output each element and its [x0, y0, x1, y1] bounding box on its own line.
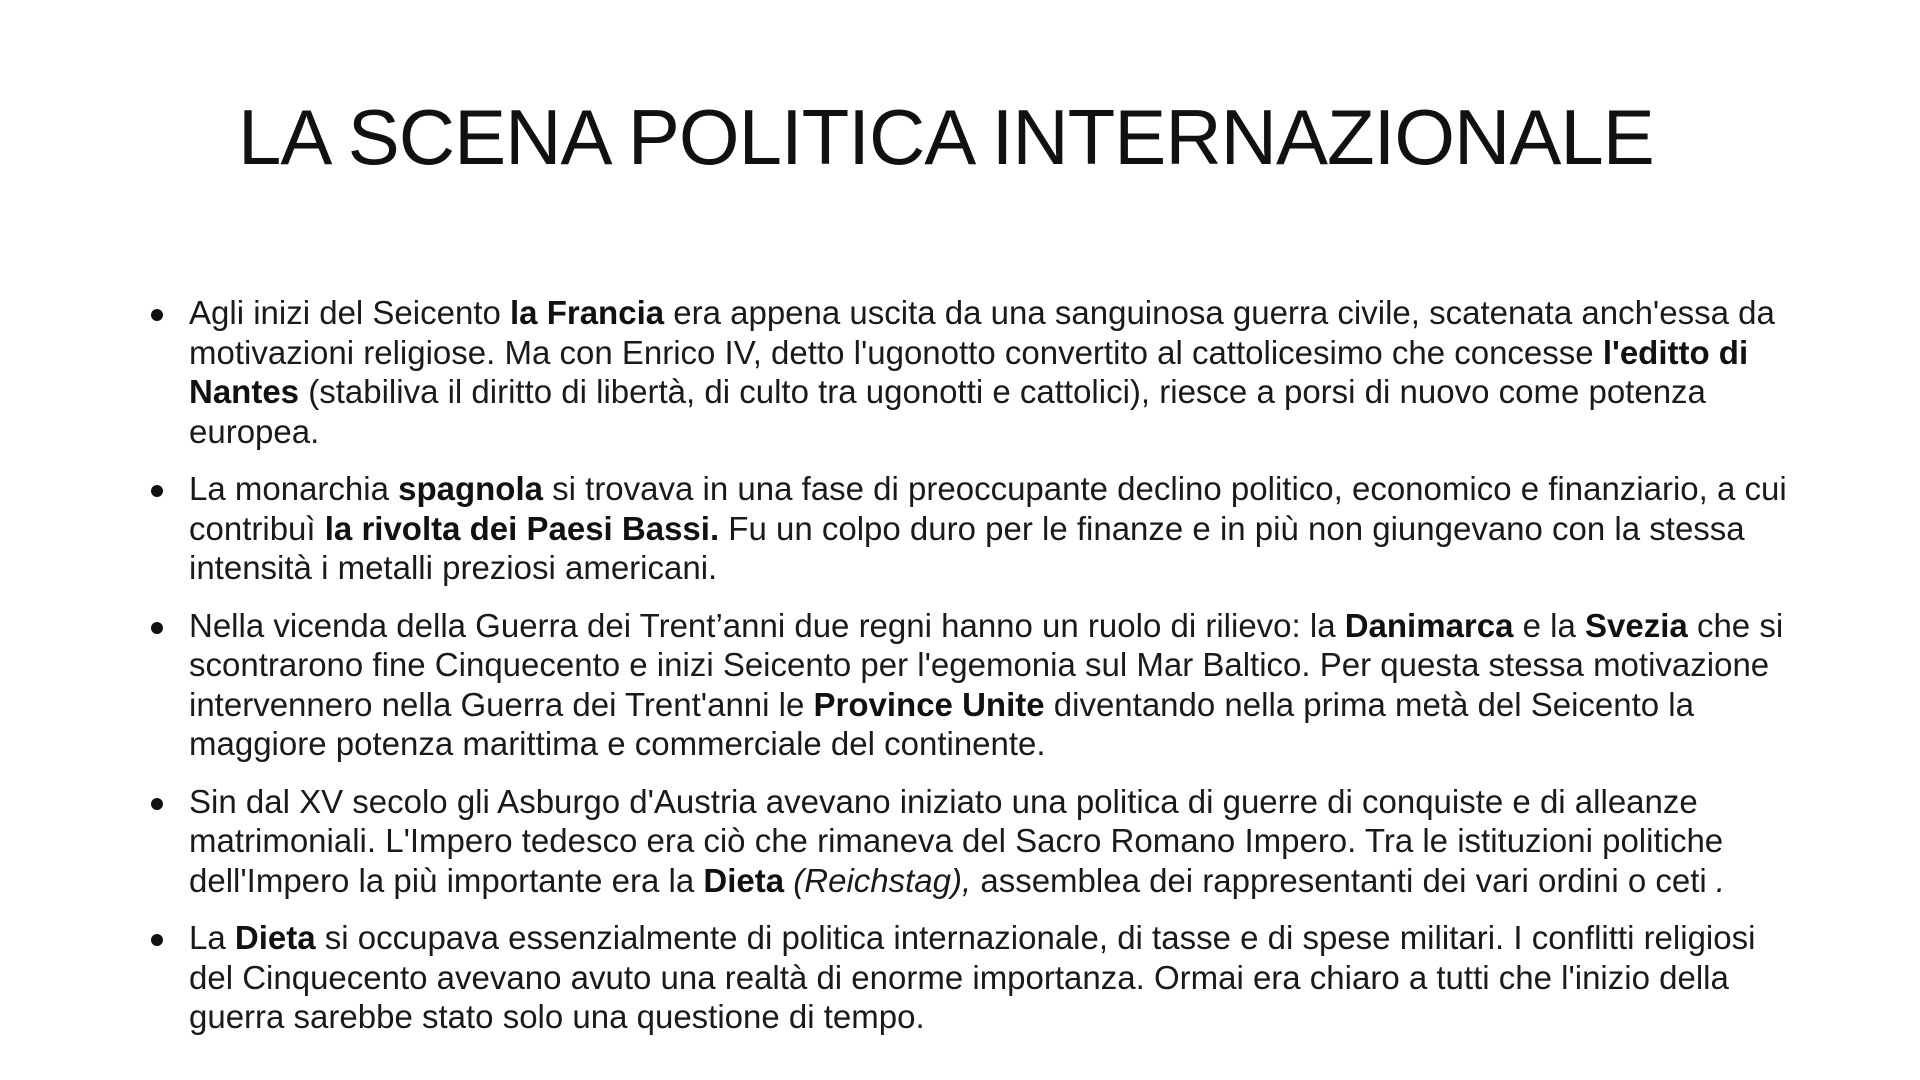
bullet-bold-text: la rivolta dei Paesi Bassi.: [324, 509, 720, 547]
bullet-text: Agli inizi del Seicento: [189, 294, 511, 331]
bullet-bold-text: l'editto di Nantes: [189, 333, 1749, 410]
bullet-bold-text: Danimarca: [1344, 606, 1514, 644]
bullet-text: [784, 862, 793, 899]
bullet-text: Sin dal XV secolo gli Asburgo d'Austria avevano iniziato una politica di guerre di conquiste e di alleanze matrimoniali. L'Impero tedesco era ciò che rimaneva del Sacro Romano Impero. Tra le istituzioni politiche dell'Impero la più importante era la: [189, 782, 1724, 899]
bullet-bold-text: la Francia: [510, 294, 665, 331]
bullet-dot-icon: [151, 622, 163, 634]
bullet-dot-icon: [151, 485, 163, 497]
bullet-item-thirty-years-war: [145, 606, 1790, 764]
bullet-text: Fu un colpo duro per le finanze e in più non giungevano con la stessa intensità i metalli preziosi americani.: [189, 509, 1745, 586]
bullet-bold-text: Province Unite: [813, 685, 1045, 723]
bullet-item-france: [145, 293, 1790, 451]
bullet-text: assemblea dei rappresentanti dei vari ordini o ceti: [971, 861, 1716, 899]
bullet-text: che si scontrarono fine Cinquecento e inizi Seicento per l'egemonia sul Mar Baltico. Per questa stessa motivazione intervennero nella Guerra dei Trent'anni le: [189, 606, 1784, 723]
bullet-text: Nella vicenda della Guerra dei Trent’anni due regni hanno un ruolo di rilievo: la: [189, 606, 1345, 644]
bullet-text: si trovava in una fase di preoccupante declino politico, economico e finanziario, a cui contribuì: [189, 470, 1787, 547]
bullet-text: diventando nella prima metà del Seicento la maggiore potenza marittima e commerciale del continente.: [189, 685, 1694, 762]
bullet-text: La: [189, 919, 235, 956]
bullet-dot-icon: [151, 934, 163, 946]
bullet-italic-text: .: [1715, 861, 1726, 899]
bullet-bold-text: spagnola: [398, 470, 543, 507]
bullet-text: era appena uscita da una sanguinosa guerra civile, scatenata anch'essa da motivazioni religiose. Ma con Enrico IV, detto l'ugonotto convertito al cattolicesimo che concesse: [189, 294, 1775, 371]
slide-title: LA SCENA POLITICA INTERNAZIONALE: [238, 93, 1654, 181]
bullet-item-spain: [145, 469, 1790, 588]
bullet-bold-text: Dieta: [234, 919, 316, 956]
bullet-dot-icon: [151, 309, 163, 321]
bullet-item-dieta: [145, 918, 1790, 1037]
bullet-bold-text: Svezia: [1585, 606, 1688, 644]
bullet-italic-text: (Reichstag),: [793, 861, 972, 899]
bullet-text: La monarchia: [189, 470, 399, 507]
bullet-list: [145, 293, 1790, 1055]
bullet-dot-icon: [151, 798, 163, 810]
bullet-item-habsburg: [145, 782, 1790, 901]
bullet-text: si occupava essenzialmente di politica internazionale, di tasse e di spese militari. I conflitti religiosi del Cinquecento avevano avuto una realtà di enorme importanza. Ormai era chiaro a tutti che l'inizio della guerra sarebbe stato solo una questione di tempo.: [189, 919, 1756, 1035]
bullet-bold-text: Dieta: [703, 861, 785, 899]
bullet-text: (stabiliva il diritto di libertà, di culto tra ugonotti e cattolici), riesce a porsi di nuovo come potenza europea.: [189, 373, 1706, 450]
bullet-text: e la: [1513, 606, 1586, 644]
